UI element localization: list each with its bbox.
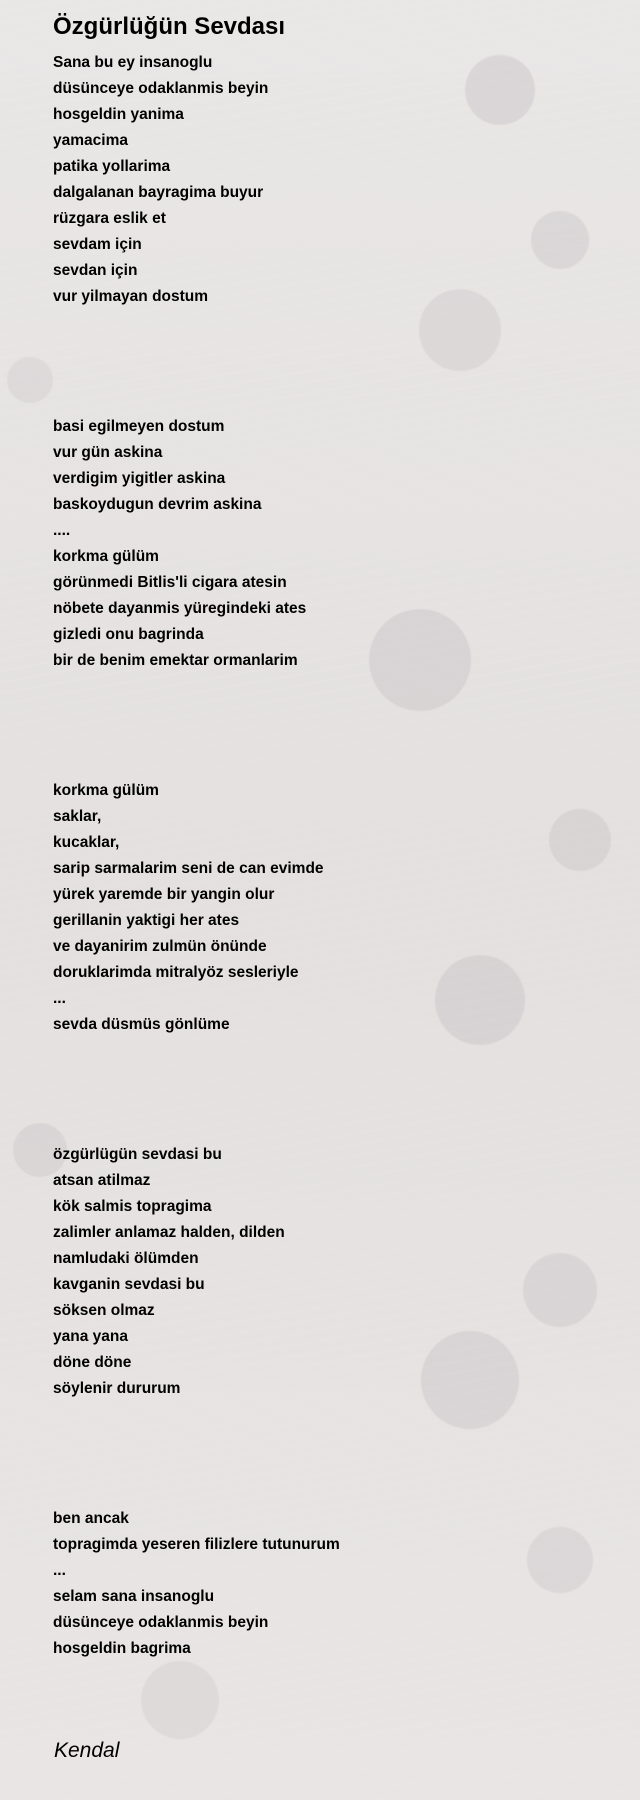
poem-line: saklar,	[53, 808, 102, 825]
poem-line: ve dayanirim zulmün önünde	[53, 938, 267, 955]
poem-line: sevdan için	[53, 262, 138, 279]
poem-line: sevda düsmüs gönlüme	[53, 1016, 230, 1033]
poem-line: basi egilmeyen dostum	[53, 418, 225, 435]
poem-author: Kendal	[54, 1739, 120, 1762]
poem-line: dalgalanan bayragima buyur	[53, 184, 264, 201]
poem-line: ben ancak	[53, 1510, 129, 1527]
poem-line: verdigim yigitler askina	[53, 470, 226, 487]
poem-line: sevdam için	[53, 236, 142, 253]
poem-line: Sana bu ey insanoglu	[53, 54, 213, 71]
poem-line: rüzgara eslik et	[53, 210, 166, 227]
poem-line: ...	[53, 1562, 66, 1579]
stanza-1	[53, 50, 613, 310]
poem-line: bir de benim emektar ormanlarim	[53, 652, 298, 669]
poem-line: vur yilmayan dostum	[53, 288, 209, 305]
poem-line: gizledi onu bagrinda	[53, 626, 204, 643]
poem-line: kavganin sevdasi bu	[53, 1276, 205, 1293]
poem-line: kucaklar,	[53, 834, 120, 851]
stanza-5	[53, 1506, 613, 1662]
poem-line: düsünceye odaklanmis beyin	[53, 1614, 269, 1631]
poem-line: ...	[53, 990, 66, 1007]
poem-line: vur gün askina	[53, 444, 163, 461]
poem-line: kök salmis topragima	[53, 1198, 212, 1215]
stanza-3	[53, 778, 613, 1038]
poem-line: nöbete dayanmis yüregindeki ates	[53, 600, 307, 617]
poem-line: hosgeldin yanima	[53, 106, 184, 123]
poem-line: hosgeldin bagrima	[53, 1640, 191, 1657]
poem-line: özgürlügün sevdasi bu	[53, 1146, 222, 1163]
poem-line: söksen olmaz	[53, 1302, 155, 1319]
poem-line: topragimda yeseren filizlere tutunurum	[53, 1536, 340, 1553]
poem-line: patika yollarima	[53, 158, 171, 175]
poem-line: yamacima	[53, 132, 128, 149]
poem-line: doruklarimda mitralyöz sesleriyle	[53, 964, 299, 981]
stanza-4	[53, 1142, 613, 1402]
poem-line: düsünceye odaklanmis beyin	[53, 80, 269, 97]
poem-line: gerillanin yaktigi her ates	[53, 912, 240, 929]
poem-line: ....	[53, 522, 71, 539]
poem-line: atsan atilmaz	[53, 1172, 151, 1189]
poem-line: yana yana	[53, 1328, 128, 1345]
poem-line: döne döne	[53, 1354, 132, 1371]
poem-line: korkma gülüm	[53, 782, 159, 799]
poem-title: Özgürlüğün Sevdası	[53, 13, 286, 40]
poem-line: sarip sarmalarim seni de can evimde	[53, 860, 324, 877]
poem-line: baskoydugun devrim askina	[53, 496, 262, 513]
poem-line: zalimler anlamaz halden, dilden	[53, 1224, 285, 1241]
poem-line: korkma gülüm	[53, 548, 159, 565]
poem-line: namludaki ölümden	[53, 1250, 199, 1267]
poem-container	[53, 10, 613, 1662]
poem-line: söylenir dururum	[53, 1380, 181, 1397]
poem-line: yürek yaremde bir yangin olur	[53, 886, 275, 903]
stanza-2	[53, 414, 613, 674]
poem-line: görünmedi Bitlis'li cigara atesin	[53, 574, 287, 591]
poem-line: selam sana insanoglu	[53, 1588, 215, 1605]
